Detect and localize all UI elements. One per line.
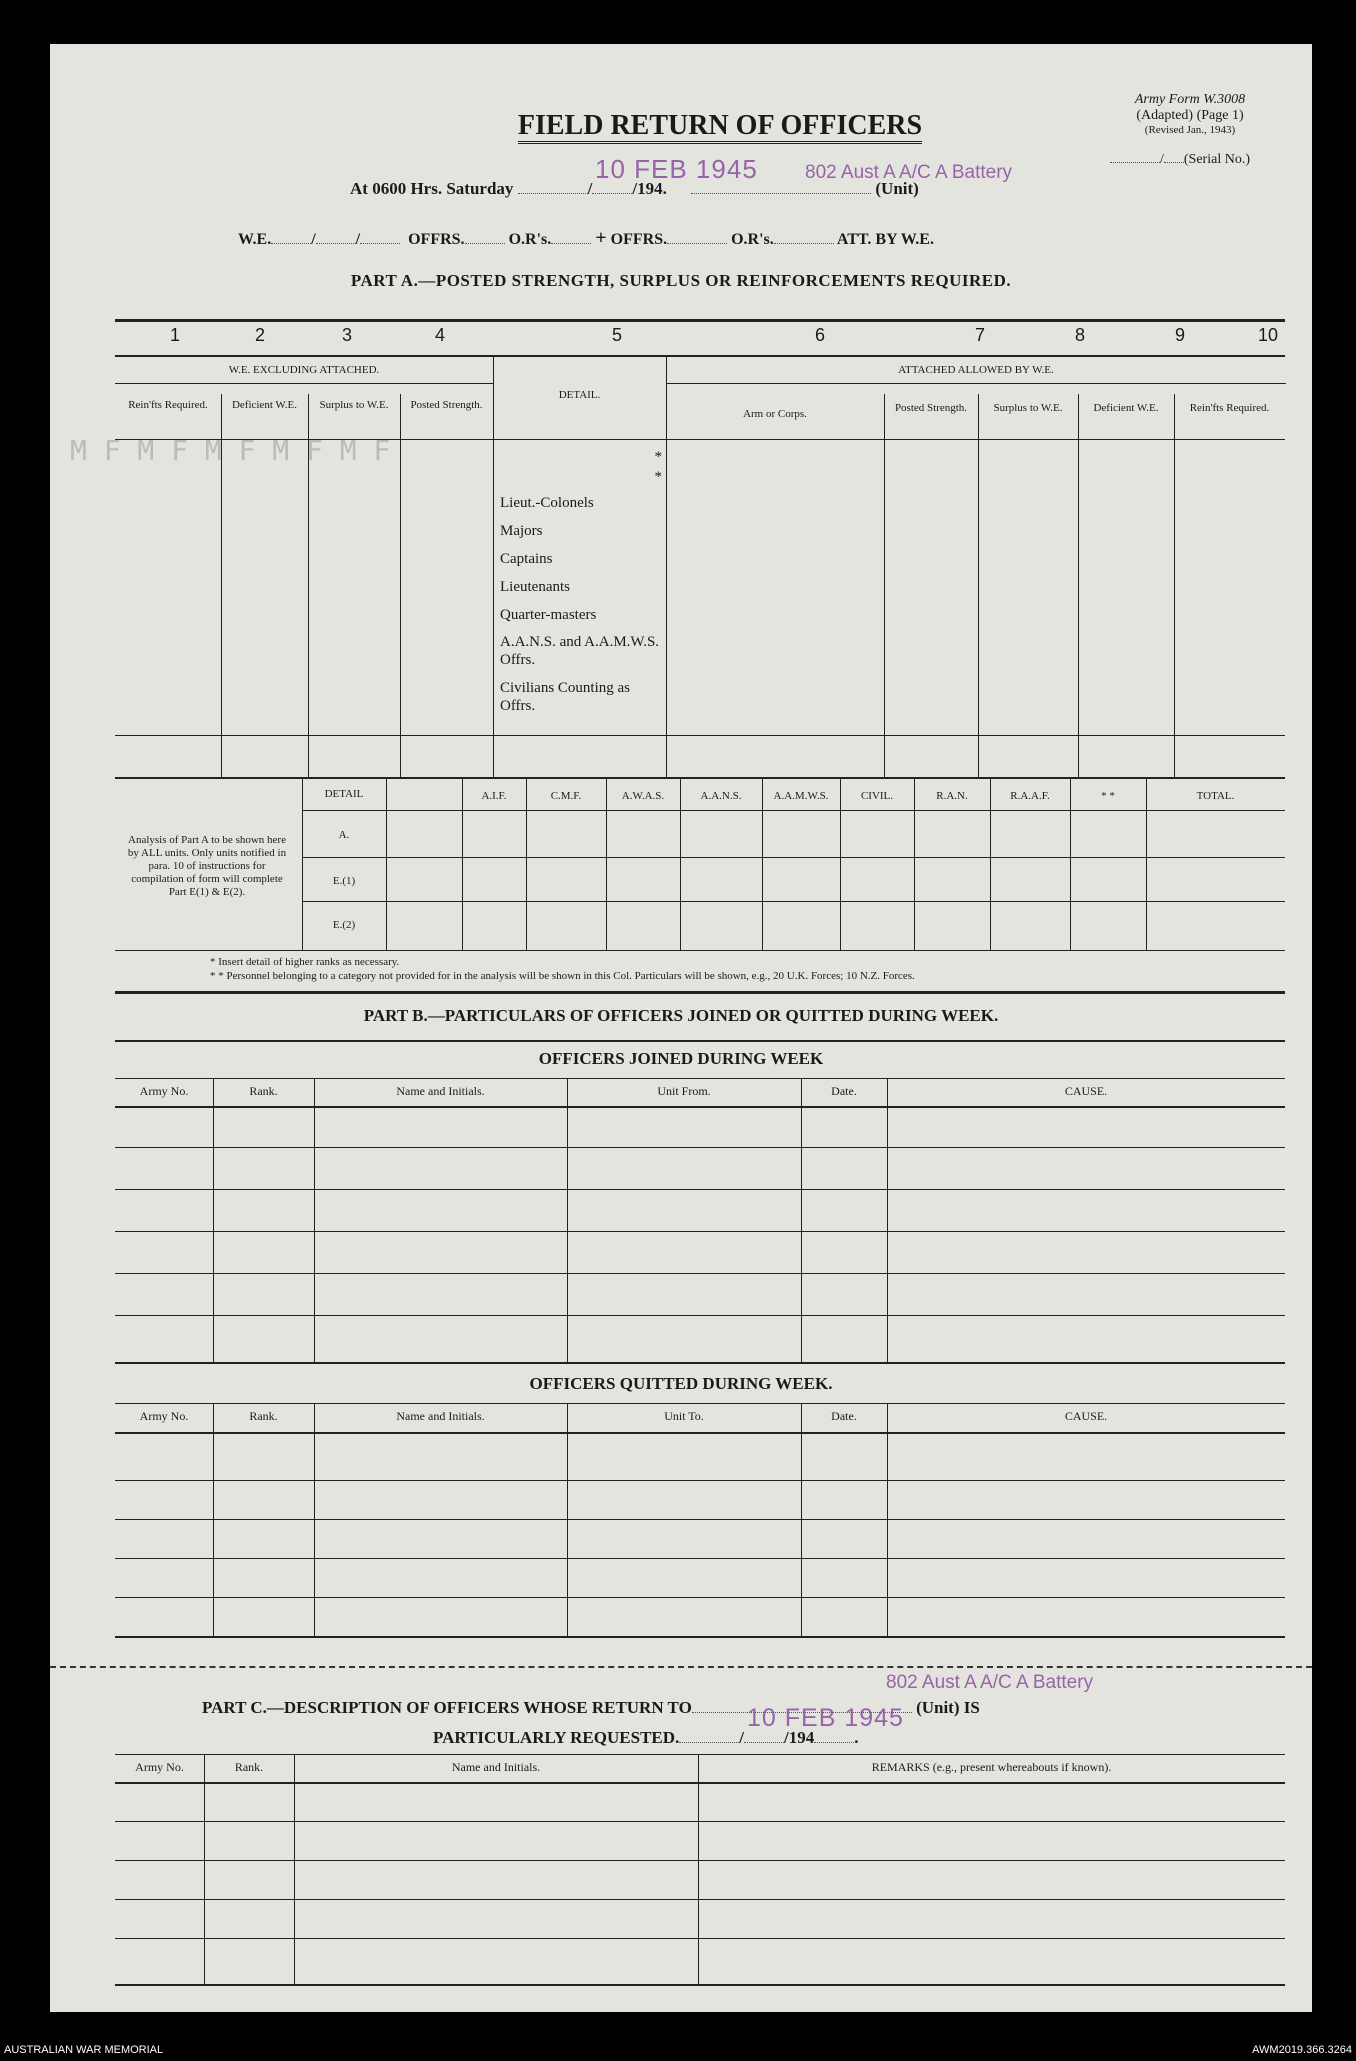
col-arm-or-corps: Arm or Corps.	[743, 408, 807, 420]
analysis-col-awas: A.W.A.S.	[621, 790, 665, 802]
column-numbers-row: 1 2 3 4 5 6 7 8 9 10	[170, 325, 1279, 345]
analysis-col-total: TOTAL.	[1196, 790, 1235, 802]
footnote-2: * * Personnel belonging to a category not provided for in the analysis will be shown in this Col. Particulars will be shown, e.g., 20 U.K. Forces; 10 N.Z. Forces.	[210, 970, 915, 982]
analysis-note: Analysis of Part A to be shown here by ALL units. Only units notified in para. 10 of instructions for compilation of form will complete Part E(1) & E(2).	[127, 834, 287, 898]
part-b-heading: PART B.—PARTICULARS OF OFFICERS JOINED OR QUITTED DURING WEEK.	[363, 1006, 999, 1025]
archive-footer	[0, 2041, 1356, 2061]
col-posted-strength: Posted Strength.	[410, 399, 483, 411]
col-deficient-we: Deficient W.E.	[231, 399, 298, 411]
analysis-col-cmf: C.M.F.	[550, 790, 582, 802]
part-c-heading-line1: PART C.—DESCRIPTION OF OFFICERS WHOSE RETURN TO (Unit) IS	[202, 1698, 980, 1717]
part-c-date-stamp: 10 FEB 1945	[747, 1704, 904, 1732]
serial-no-label: / (Serial No.)	[1110, 152, 1250, 168]
analysis-row-e2: E.(2)	[332, 919, 356, 931]
return-date-line: At 0600 Hrs. Saturday / /194. (Unit)	[350, 179, 919, 198]
footer-accession: AWM2019.366.3264	[1252, 2044, 1352, 2056]
adapted-label: (Adapted) (Page 1)	[1136, 108, 1244, 123]
analysis-col-detail: DETAIL	[324, 788, 364, 800]
attached-allowed-header: ATTACHED ALLOWED BY W.E.	[898, 364, 1054, 376]
analysis-col-aamws: A.A.M.W.S.	[773, 790, 829, 802]
part-a-heading: PART A.—POSTED STRENGTH, SURPLUS OR REINFORCEMENTS REQUIRED.	[350, 271, 1012, 290]
analysis-col-raaf: R.A.A.F.	[1010, 790, 1050, 802]
form-title: FIELD RETURN OF OFFICERS	[450, 110, 990, 142]
detail-header: DETAIL.	[558, 389, 601, 401]
army-form-label: Army Form W.3008	[1134, 92, 1246, 107]
col-att-surplus: Surplus to W.E.	[993, 402, 1063, 414]
col-reinfts-required: Rein'fts Required.	[128, 399, 208, 411]
date-stamp: 10 FEB 1945	[595, 154, 758, 184]
footer-institution: AUSTRALIAN WAR MEMORIAL	[4, 2044, 164, 2056]
part-c-heading-line2: PARTICULARLY REQUESTED. / /194 .	[433, 1728, 859, 1747]
col-att-posted-strength: Posted Strength.	[894, 402, 968, 414]
analysis-row-a: A.	[338, 829, 350, 841]
footnote-1: * Insert detail of higher ranks as necessary.	[210, 956, 400, 968]
col-surplus-we: Surplus to W.E.	[319, 399, 389, 411]
form-sheet: Army Form W.3008 (Adapted) (Page 1) (Revised Jan., 1943) FIELD RETURN OF OFFICERS / (Serial No.) At 0600 Hrs. Saturday / /194. (Unit) 10 FEB 1945 802 Aust A A/C A Battery W.E. / / OFFRS. O.R's. + OFFRS. O.R's. ATT. BY W.E. PART A.—POSTED STRENGTH, SURPLUS OR REINFORCEMENTS REQUIRED. 1 2 3 4 5 6 7 8 9 10 W.E. EXCLUDING ATTACHED. ATTACHED ALLOWED BY W.E. DETAIL. Rein'fts Required. Deficient W.E. Surplus to W.E. Posted Strength. Arm or Corps. Posted Strength. Surplus to W.E. Deficient W.E. Rein'fts Required. * * Lieut.-Colonels Majors Captains Lieutenants Quarter-masters A.A.N.S. and A.A.M.W.S. Offrs. Civilians Counting as Offrs. M F M F M F M F M F Analysis of Part A to be shown here by ALL units. Only units notified in para. 10 of instructions for compilation of form will complete Part E(1) & E(2). DETAIL A.I.F. C.M.F. A.W.A.S. A.A.N.S. A.A.M.W.S. CIVIL. R.A.N. R.A.A.F. * * TOTAL. A. E.(1) E.(2) * Insert detail of higher ranks as necessary. * * Personnel belonging to a category not provided for in the analysis will be shown in this Col. Particulars will be shown, e.g., 20 U.K. Forces; 10 N.Z. Forces. PART B.—PARTICULARS OF OFFICERS JOINED OR QUITTED DURING WEEK. OFFICERS JOINED DURING WEEK Army No. Rank. Name and Initials. Unit From. Date. CAUSE. OFFICERS QUITTED DURING WEEK. Army No. Rank. Name and Initials. Unit To. Date. CAUSE. PART C.—DESCRIPTION OF OFFICERS WHOSE RETURN TO (Unit) IS 802 Aust A A/C A Battery PARTICULARLY REQUESTED. / /194 . 10 FEB 1945 Army No. Rank. Name and Initials. REMARKS (e.g., present whereabouts if known).	[50, 44, 1312, 2012]
col-att-reinfts: Rein'fts Required.	[1189, 402, 1270, 414]
revised-label: (Revised Jan., 1943)	[1144, 124, 1236, 136]
analysis-col-ran: R.A.N.	[936, 790, 968, 802]
part-c-unit-stamp: 802 Aust A A/C A Battery	[886, 1672, 1094, 1693]
we-excluding-header: W.E. EXCLUDING ATTACHED.	[228, 364, 380, 376]
joined-title: OFFICERS JOINED DURING WEEK	[538, 1049, 824, 1068]
we-line: W.E. / / OFFRS. O.R's. + OFFRS. O.R's. ATT. BY W.E.	[238, 227, 934, 249]
analysis-row-e1: E.(1)	[332, 875, 356, 887]
analysis-col-civil: CIVIL.	[860, 790, 894, 802]
analysis-col-other: * *	[1101, 790, 1115, 802]
perforation-line	[50, 1666, 1312, 1668]
form-number-block	[1080, 92, 1300, 136]
analysis-col-aif: A.I.F.	[481, 790, 507, 802]
analysis-col-aans: A.A.N.S.	[700, 790, 742, 802]
handwritten-grid-marks: M F M F M F M F M F	[70, 434, 391, 467]
col-att-deficient: Deficient W.E.	[1093, 402, 1159, 414]
rank-list: * * Lieut.-Colonels Majors Captains Lieutenants Quarter-masters A.A.N.S. and A.A.M.W.S. Offrs. Civilians Counting as Offrs.	[500, 449, 662, 714]
quitted-title: OFFICERS QUITTED DURING WEEK.	[529, 1374, 833, 1393]
unit-stamp: 802 Aust A A/C A Battery	[805, 162, 1013, 183]
